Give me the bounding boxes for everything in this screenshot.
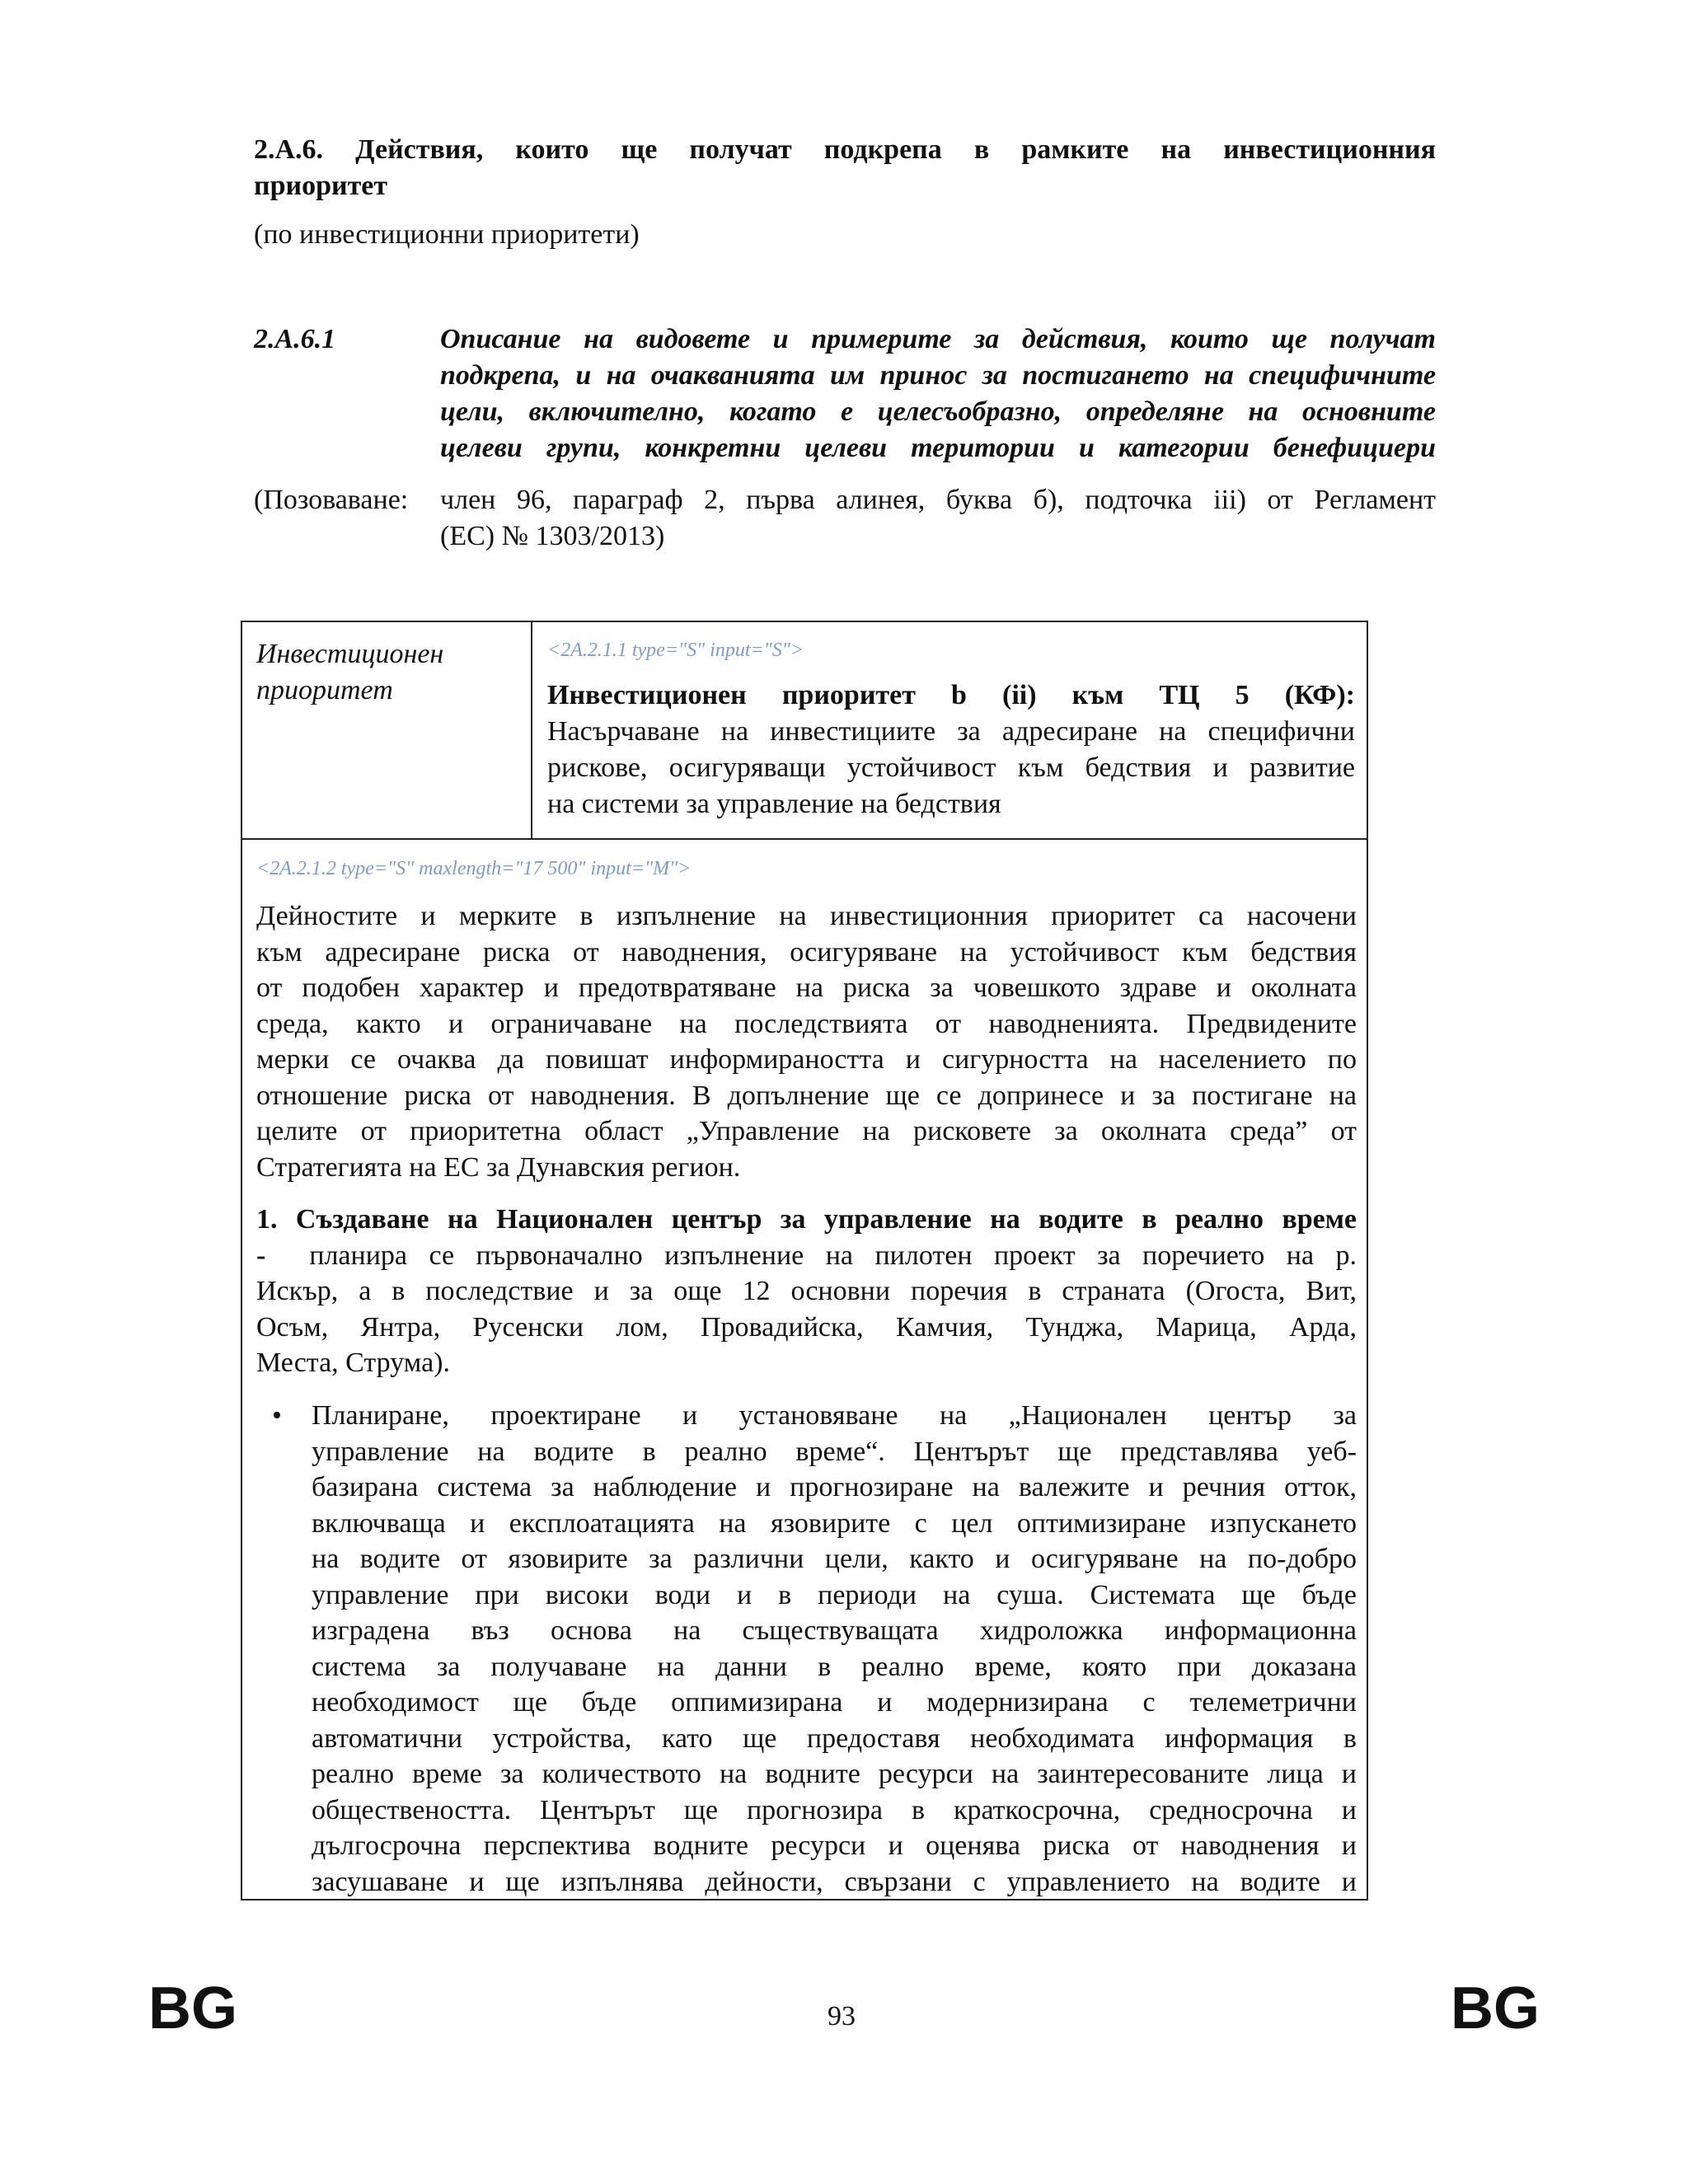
para-line: Стратегията на ЕС за Дунавския регион. — [256, 1151, 741, 1183]
para-line: среда, както и ограничаване на последствията от наводненията. Предвидените — [256, 1008, 1357, 1039]
section-title-line: цели, включително, когато е целесъобразно, определяне на основните — [440, 396, 1436, 427]
paragraph-1 — [256, 898, 1357, 1185]
bullet-line: изградена въз основа на съществуващата хидроложка информационна — [312, 1615, 1357, 1646]
bullet-marker: • — [272, 1400, 282, 1431]
bullet-line: включваща и експлоатацията на язовирите с цел оптимизиране изпускането — [312, 1507, 1357, 1539]
page-number: 93 — [828, 2001, 856, 2032]
label-line: Инвестиционен — [256, 639, 444, 669]
reference-line: (ЕС) № 1303/2013) — [440, 521, 665, 551]
para-line: Дейностите и мерките в изпълнение на инвестиционния приоритет са насочени — [256, 901, 1357, 931]
section-number: 2.A.6.1 — [254, 324, 336, 354]
bullet-line: на водите от язовирите за различни цели, както и осигуряване на по-добро — [312, 1544, 1357, 1574]
para-line: от подобен характер и предотвратяване на риска за човешкото здраве и околната — [256, 972, 1357, 1003]
paragraph-2-title: 1. Създаване на Национален център за управление на водите в реално време — [256, 1204, 1357, 1235]
priority-line: рискове, осигуряващи устойчивост към бедствия и развитие — [547, 752, 1355, 783]
bullet-line: реално време за количеството на водните ресурси на заинтересованите лица и — [312, 1759, 1357, 1789]
priority-description — [547, 677, 1355, 823]
bullet-line: обществеността. Центърът ще прогнозира в краткосрочна, средносрочна и — [312, 1794, 1357, 1825]
subheading: (по инвестиционни приоритети) — [254, 219, 640, 250]
table-label-cell — [256, 636, 520, 709]
field-tag-2: <2A.2.1.2 type="S" maxlength="17 500" input="M"> — [256, 858, 692, 879]
section-heading — [254, 132, 1436, 204]
priority-line: Насърчаване на инвестициите за адресиране на специфични — [547, 716, 1355, 747]
reference-label: (Позоваване: — [254, 485, 409, 515]
bullet-line: Планиране, проектиране и установяване на „Национален център за — [312, 1400, 1357, 1431]
para-line: мерки се очаква да повишат информираността и сигурността на населението по — [256, 1044, 1357, 1075]
reference-line: член 96, параграф 2, първа алинея, буква б), подточка iii) от Регламент — [440, 485, 1436, 515]
para-line-text: планира се първоначално изпълнение на пилотен проект за поречието на р. — [309, 1240, 1357, 1271]
section-title — [440, 321, 1436, 466]
bullet-line: управление на водите в реално време“. Центърът ще представлява уеб- — [312, 1436, 1357, 1467]
para-line: Осъм, Янтра, Русенски лом, Провадийска, Камчия, Тунджа, Марица, Арда, — [256, 1311, 1357, 1343]
label-line: приоритет — [256, 675, 393, 705]
priority-line: на системи за управление на бедствия — [547, 789, 1001, 819]
footer-language-right: BG — [1451, 1975, 1540, 2041]
field-tag-1: <2A.2.1.1 type="S" input="S"> — [547, 640, 804, 661]
bullet-line: система за получаване на данни в реално време, която при доказана — [312, 1651, 1357, 1682]
bullet-line: засушаване и ще изпълнява дейности, свързани с управлението на водите и — [312, 1866, 1357, 1897]
para-line: Места, Струма). — [256, 1347, 450, 1378]
para-line: отношение риска от наводнения. В допълнение ще се допринесе и за постигане на — [256, 1080, 1357, 1111]
bullet-line: управление при високи води и в периоди на суша. Системата ще бъде — [312, 1579, 1357, 1610]
bullet-paragraph — [312, 1398, 1357, 1900]
heading-line-2: приоритет — [254, 171, 388, 201]
priority-title: Инвестиционен приоритет b (ii) към ТЦ 5 (КФ): — [547, 680, 1355, 710]
heading-line-1: 2.A.6. Действия, които ще получат подкрепа в рамките на инвестиционния — [254, 134, 1436, 165]
footer-language-left: BG — [148, 1975, 237, 2041]
para-line: Искър, а в последствие и за още 12 основни поречия в страната (Огоста, Вит, — [256, 1276, 1357, 1306]
bullet-line: базирана система за наблюдение и прогнозиране на валежите и речния отток, — [312, 1472, 1357, 1502]
bullet-line: автоматични устройства, като ще предоставя необходимата информация в — [312, 1722, 1357, 1754]
para-line: целите от приоритетна област „Управление на рисковете за околната среда” от — [256, 1116, 1357, 1146]
paragraph-2 — [256, 1202, 1357, 1381]
bullet-line: дългосрочна перспектива водните ресурси и оценява риска от наводнения и — [312, 1830, 1357, 1861]
bullet-line: необходимост ще бъде оппимизирана и модернизирана с телеметрични — [312, 1687, 1357, 1718]
section-title-line: подкрепа, и на очакванията им принос за постигането на специфичните — [440, 360, 1436, 391]
section-title-line: Описание на видовете и примерите за действия, които ще получат — [440, 324, 1436, 354]
section-title-line: целеви групи, конкретни целеви територии и категории бенефициери — [440, 433, 1436, 463]
para-dash: - — [256, 1240, 266, 1271]
reference-text — [440, 482, 1436, 555]
para-line: към адресиране риска от наводнения, осигуряване на устойчивост към бедствия — [256, 936, 1357, 968]
table-column-divider — [531, 621, 532, 840]
para-line — [256, 1238, 1357, 1274]
